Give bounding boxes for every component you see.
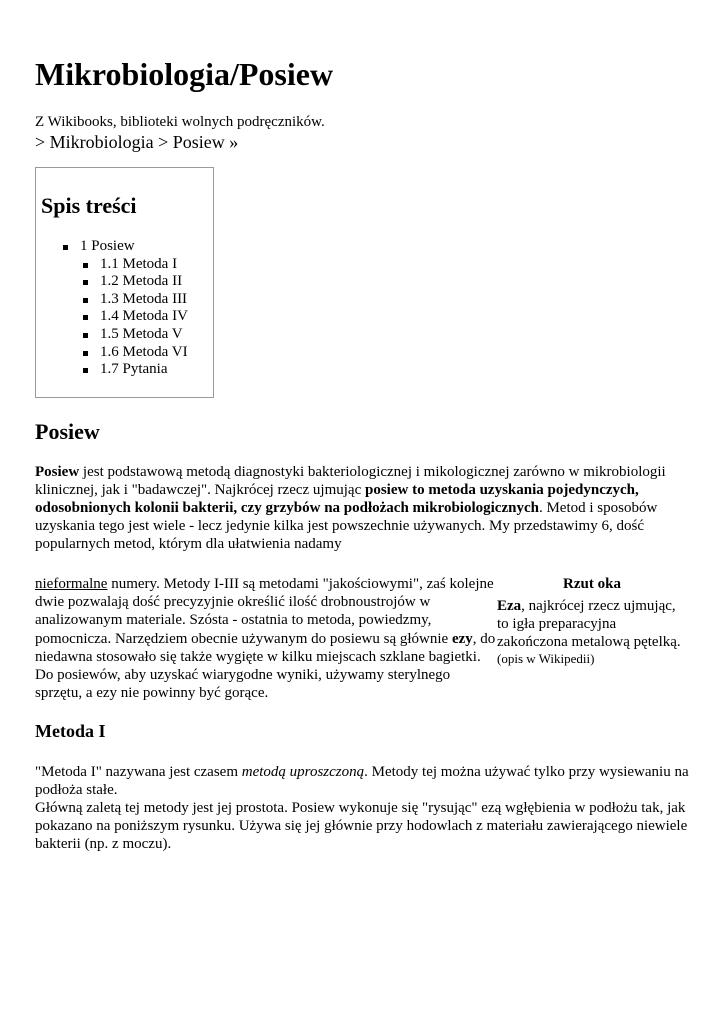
- toc-item-label[interactable]: 1 Posiew: [80, 238, 135, 254]
- toc-item-label[interactable]: 1.2 Metoda II: [100, 273, 183, 290]
- toc-list: [62, 238, 188, 379]
- paragraph-methods: [35, 575, 497, 702]
- page-subtitle: Z Wikibooks, biblioteki wolnych podręczników.: [35, 114, 325, 130]
- underlined-term: nieformalne: [35, 576, 108, 592]
- toc-item-pytania[interactable]: [82, 361, 188, 379]
- table-of-contents: [35, 167, 214, 398]
- toc-item-metoda-5[interactable]: [82, 326, 188, 344]
- toc-item-metoda-3[interactable]: [82, 291, 188, 309]
- bullet-icon: [83, 263, 88, 268]
- text-run: . Metody tej można używać tylko przy wysiewaniu na podłoża stałe.: [35, 764, 689, 798]
- page-title: Mikrobiologia/Posiew: [35, 56, 334, 92]
- toc-item-metoda-1[interactable]: [82, 256, 188, 274]
- toc-item-label[interactable]: 1.7 Pytania: [100, 361, 168, 378]
- bullet-icon: [63, 245, 68, 250]
- infobox-body: [497, 597, 687, 651]
- bullet-icon: [83, 280, 88, 285]
- toc-item-metoda-2[interactable]: [82, 273, 188, 291]
- bullet-icon: [83, 315, 88, 320]
- text-run: . Metod i sposobów uzyskania tego jest wiele - lecz jedynie kilka jest powszechnie używanych. My przedstawimy 6, dość popularnych metod, którym dla ułatwienia nadamy: [35, 500, 658, 552]
- bullet-icon: [83, 368, 88, 373]
- bold-term: Posiew: [35, 464, 80, 480]
- toc-item-label[interactable]: 1.5 Metoda V: [100, 325, 183, 342]
- infobox-caption[interactable]: (opis w Wikipedii): [497, 651, 595, 666]
- infobox-term: Eza: [497, 598, 522, 614]
- toc-item-label[interactable]: 1.1 Metoda I: [100, 255, 178, 272]
- paragraph-intro: [35, 463, 695, 553]
- toc-title: Spis treści: [41, 193, 137, 218]
- infobox-rzut-oka: [497, 575, 687, 667]
- bullet-icon: [83, 351, 88, 356]
- toc-item-label[interactable]: 1.3 Metoda III: [100, 290, 188, 307]
- toc-item-label[interactable]: 1.4 Metoda IV: [100, 308, 188, 325]
- toc-item-metoda-4[interactable]: [82, 308, 188, 326]
- toc-item-label[interactable]: 1.6 Metoda VI: [100, 343, 188, 360]
- bold-definition: posiew to metoda uzyskania pojedynczych, odosobnionych kolonii bakterii, czy grzybów na podłożach mikrobiologicznych: [35, 482, 639, 516]
- text-run: jest podstawową metodą diagnostyki bakteriologicznej i mikologicznej zarówno w mikrobiologii klinicznej, jak i "badawczej". Najkrócej rzecz ujmując: [35, 464, 666, 498]
- text-run: , do niedawna stosowało się także wygięte w kilku miejscach szklane bagietki. Do posiewów, aby uzyskać wiarygodne wyniki, używamy sterylnego sprzętu, a ezy nie powinny być gorące.: [35, 630, 496, 702]
- text-run: numery. Metody I-III są metodami "jakościowymi", zaś kolejne dwie pozwalają dość precyzyjnie określić ilość drobnoustrojów w analizowanym materiale. Szósta - ostatnia to metoda, powiedzmy, pomocnicza. Narzędziem obecnie używanym do posiewu są głównie: [35, 576, 494, 647]
- bullet-icon: [83, 298, 88, 303]
- text-run: "Metoda I" nazywana jest czasem: [35, 764, 242, 780]
- paragraph-metoda-1-body: Główną zaletą tej metody jest jej prostota. Posiew wykonuje się "rysując" ezą wgłębienia w podłożu tak, jak pokazano na poniższym rysunku. Używa się jej głównie przy hodowlach z materiału zawierającego niewiele bakterii (np. z moczu).: [35, 800, 688, 852]
- paragraph-metoda-1-intro: [35, 763, 695, 799]
- italic-term: metodą uproszczoną: [241, 764, 365, 780]
- section-heading-posiew: Posiew: [35, 419, 100, 444]
- bold-term: ezy: [451, 630, 473, 647]
- toc-item-posiew[interactable]: [62, 238, 188, 256]
- toc-item-metoda-6[interactable]: [82, 344, 188, 362]
- infobox-title: Rzut oka: [563, 576, 621, 592]
- infobox-text: , najkrócej rzecz ujmując, to igła preparacyjna zakończona metalową pętelką.: [497, 598, 681, 650]
- bullet-icon: [83, 333, 88, 338]
- breadcrumb[interactable]: > Mikrobiologia > Posiew »: [35, 132, 239, 152]
- section-heading-metoda-1: Metoda I: [35, 721, 106, 741]
